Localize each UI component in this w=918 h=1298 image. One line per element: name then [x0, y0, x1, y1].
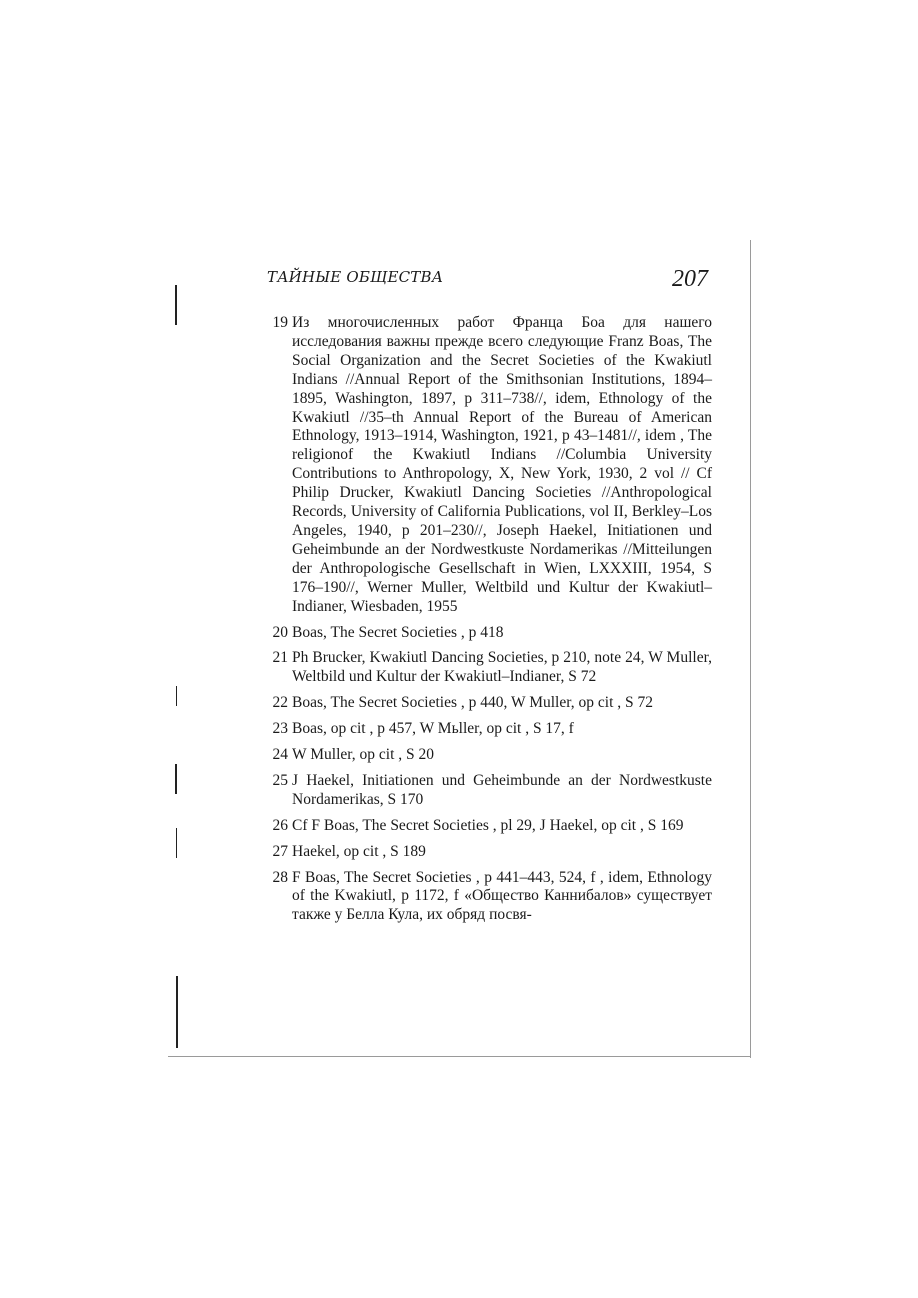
footnote-text: Boas, The Secret Societies , p 418: [292, 623, 504, 641]
footnote: [262, 314, 712, 617]
footnote-text: Boas, op cit , p 457, W Mьller, op cit , S 17, f: [292, 720, 574, 738]
footnote-number: 28: [272, 868, 288, 886]
footnote-number: 24: [272, 746, 288, 764]
margin-mark: [176, 828, 177, 858]
footnote-text: Ph Brucker, Kwakiutl Dancing Societies, p 210, note 24, W Muller, Weltbild und Kultur der Kwakiutl–Indianer, S 72: [292, 649, 712, 686]
footnote-text: Из многочисленных работ Франца Боа для нашего исследования важны прежде всего следующие Franz Boas, The Social Organization and the Secret Societies of the Kwakiutl Indians //Annual Report of the Smithsonian Institutions, 1894–1895, Washington, 1897, p 311–738//, idem, Ethnology of the Kwakiutl //35–th Annual Report of the Bureau of American Ethnology, 1913–1914, Washington, 1921, p 43–1481//, idem , The religionof the Kwakiutl Indians //Columbia University Contributions to Anthropology, X, New York, 1930, 2 vol // Cf Philip Drucker, Kwakiutl Dancing Societies //Anthropological Records, University of California Publications, vol II, Berkley–Los Angeles, 1940, p 201–230//, Joseph Haekel, Initiationen und Geheimbunde an der Nordwestkuste Nordamerikas //Mitteilungen der Anthropologische Gesellschaft in Wien, LXXXIII, 1954, S 176–190//, Werner Muller, Weltbild und Kultur der Kwakiutl–Indianer, Wiesbaden, 1955: [292, 314, 712, 615]
footnote-number: 19: [272, 314, 288, 331]
footnote-text: F Boas, The Secret Societies , p 441–443, 524, f , idem, Ethnology of the Kwakiutl, p 1172, f «Общество Каннибалов» существует также у Белла Кула, их обряд посвя-: [292, 868, 712, 924]
footnote: [262, 694, 712, 713]
footnote: [262, 746, 712, 765]
footnote: [262, 649, 712, 687]
frame-bottom-border: [168, 1056, 751, 1057]
footnote-text: J Haekel, Initiationen und Geheimbunde an der Nordwestkuste Nordamerikas, S 170: [292, 771, 712, 808]
footnote-text: Haekel, op cit , S 189: [292, 842, 426, 860]
footnote-number: 26: [272, 816, 288, 834]
margin-mark: [176, 976, 178, 1048]
footnote-text: Cf F Boas, The Secret Societies , pl 29, J Haekel, op cit , S 169: [292, 816, 684, 834]
margin-mark: [175, 764, 177, 794]
footnote-number: 20: [272, 623, 288, 641]
footnote-number: 21: [272, 649, 288, 667]
footnote: [262, 720, 712, 739]
frame-right-border: [750, 240, 751, 1058]
margin-mark: [175, 285, 177, 325]
running-head: ТАЙНЫЕ ОБЩЕСТВА: [267, 268, 444, 286]
footnote: [262, 843, 712, 862]
page-number: 207: [672, 266, 708, 292]
margin-mark: [176, 686, 177, 706]
footnote: [262, 817, 712, 836]
footnotes-list: [262, 314, 712, 932]
footnote-number: 25: [272, 771, 288, 789]
footnote-number: 23: [272, 720, 288, 738]
footnote-text: Boas, The Secret Societies , p 440, W Muller, op cit , S 72: [292, 694, 654, 712]
footnote-text: W Muller, op cit , S 20: [292, 746, 435, 764]
footnote: [262, 772, 712, 810]
footnote: [262, 869, 712, 926]
footnote-number: 22: [272, 694, 288, 712]
footnote-number: 27: [272, 842, 288, 860]
footnote: [262, 624, 712, 643]
